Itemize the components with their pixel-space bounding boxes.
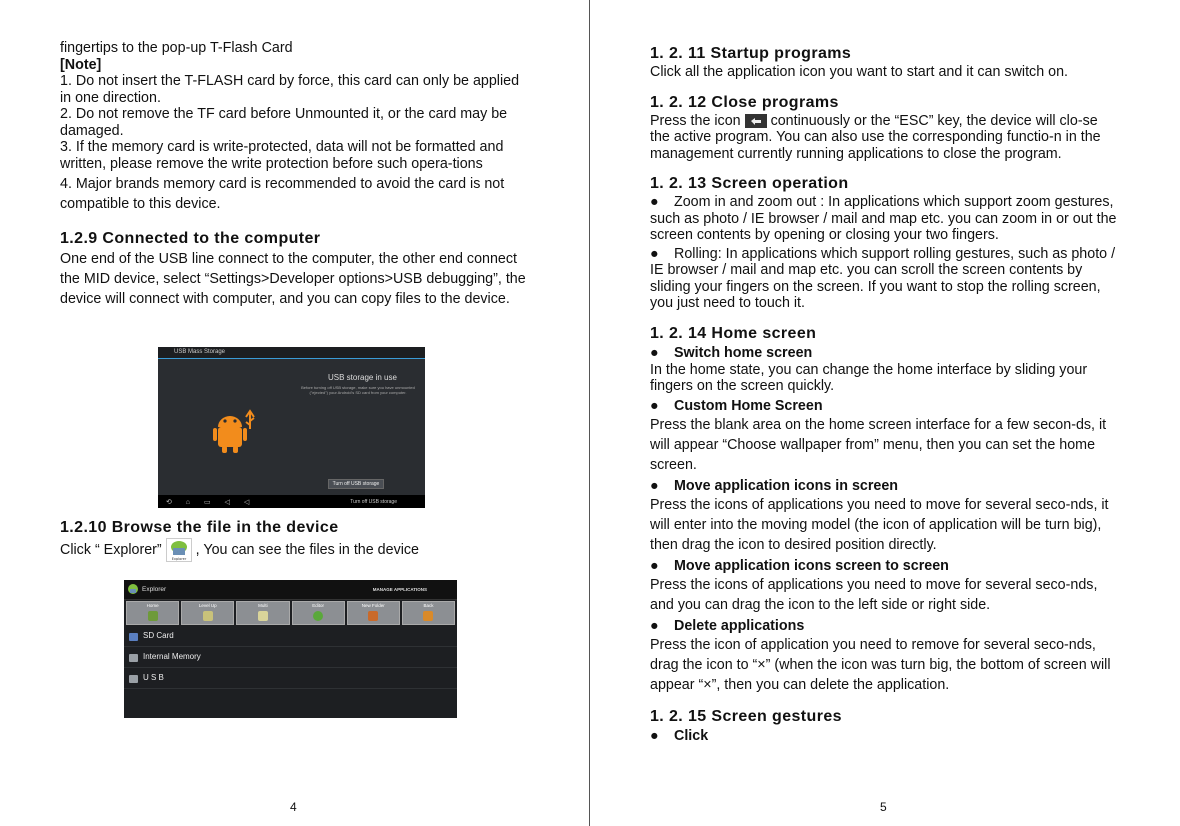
page-number-right: 5: [880, 800, 887, 814]
section-body-1-2-9: One end of the USB line connect to the computer, the other end connect the MID device, select “Settings>Developer options>USB debugging”, the device will connect with computer, and you can copy files to the device.: [60, 251, 526, 307]
note-3: 3. If the memory card is write-protected, data will not be formatted and written, please remove the write protection before such opera-tions: [60, 139, 504, 172]
section-title-1-2-14: 1. 2. 14 Home screen: [650, 324, 817, 342]
close-body-text: continuously or the “ESC” key, the device will clo-se the active program. You can also use the corresponding functio-n in the management currently running applications to close the program.: [650, 112, 1101, 162]
tab-back[interactable]: Back: [402, 601, 455, 625]
bullet-dot: ●: [650, 194, 659, 210]
page-number-left: 4: [290, 800, 297, 814]
bullet-custom-home: ● Custom Home Screen: [650, 397, 823, 414]
nav-notification-text: Turn off USB storage: [350, 499, 397, 505]
explorer-app-icon: [166, 538, 192, 562]
section-title-1-2-15: 1. 2. 15 Screen gestures: [650, 707, 842, 725]
tab-level-up[interactable]: Level Up: [181, 601, 234, 625]
bullet-zoom: ● Zoom in and zoom out : In applications which support zoom gestures, such as photo / IE browser / mail and map etc. you can zoom in or out the screen contents by opening or closing your two fingers.: [650, 194, 1117, 243]
move-in-screen-body: Press the icons of applications you need to move for several seco-nds, it will enter into the moving model (the icon of application will be turn big), then drag the icon to desired position directly.: [650, 496, 1109, 553]
note-2: 2. Do not remove the TF card before Unmounted it, or the card may be damaged.: [60, 106, 508, 139]
usb-title-bar: [158, 347, 425, 359]
list-item-sd-card[interactable]: SD Card: [124, 626, 457, 647]
tab-multi[interactable]: Multi: [236, 601, 289, 625]
page-divider: [589, 0, 590, 826]
usb-heading: USB storage in use: [328, 373, 397, 382]
tab-home[interactable]: Home: [126, 601, 179, 625]
right-page: [650, 44, 1120, 745]
section-body-1-2-12: [650, 113, 1120, 163]
bullet-rolling: ● Rolling: In applications which support rolling gestures, such as photo / IE browser / mail and map etc. you can scroll the screen contents by sliding your fingers on the screen. If you want to stop the rolling screen, you just need to touch it.: [650, 245, 1116, 311]
explorer-title-bar: [124, 580, 457, 600]
explorer-pre-text: Click “ Explorer”: [60, 541, 162, 558]
list-item-internal-memory[interactable]: Internal Memory: [124, 647, 457, 668]
explorer-post-text: , You can see the files in the device: [195, 541, 420, 558]
bullet-move-screen-to-screen: ● Move application icons screen to screen: [650, 557, 949, 574]
explorer-title: Explorer: [142, 586, 167, 593]
note-heading: [Note]: [60, 56, 102, 73]
manage-applications-link[interactable]: MANAGE APPLICATIONS: [372, 587, 427, 592]
internal-memory-icon: [129, 654, 138, 662]
editor-icon: [313, 611, 323, 621]
explorer-logo-icon: [127, 583, 139, 595]
left-page: [60, 40, 530, 309]
new-folder-icon: [368, 611, 378, 621]
move-screen-to-screen-body: Press the icons of applications you need to move for several seco-nds, and you can drag the icon to the left side or right side.: [650, 576, 1098, 613]
explorer-screenshot: [124, 580, 457, 718]
multi-icon: [258, 611, 268, 621]
nav-icons: ⟲ ⌂ ▭ ◁ ◁: [166, 499, 256, 506]
section-title-1-2-12: 1. 2. 12 Close programs: [650, 93, 839, 111]
usb-bar-title: USB Mass Storage: [174, 349, 226, 355]
close-pre-text: Press the icon: [650, 112, 741, 129]
section-title-1-2-11: 1. 2. 11 Startup programs: [650, 45, 852, 62]
section-body-1-2-11: Click all the application icon you want to start and it can switch on.: [650, 64, 1069, 80]
usb-subtext: Before turning off USB storage, make sure you have unmounted ("ejected") your Android's SD card from your computer.: [301, 385, 415, 395]
bullet-move-in-screen: ● Move application icons in screen: [650, 477, 899, 494]
android-usb-icon: [210, 407, 258, 455]
back-icon: [423, 611, 433, 621]
home-icon: [148, 611, 158, 621]
tab-editor[interactable]: Editor: [292, 601, 345, 625]
android-nav-bar: [158, 495, 425, 508]
switch-home-body: In the home state, you can change the home interface by sliding your fingers on the screen quickly.: [650, 361, 1088, 394]
usb-drive-icon: [129, 675, 138, 683]
bullet-delete-apps: ● Delete applications: [650, 617, 805, 634]
delete-apps-body: Press the icon of application you need to remove for several seco-nds, drag the icon to “×” (when the icon was turn big, the bottom of screen will appear “×”, then you can delete the application.: [650, 636, 1111, 693]
section-title-1-2-9: 1.2.9 Connected to the computer: [60, 230, 321, 247]
sd-card-icon: [129, 633, 138, 641]
bullet-dot: ●: [650, 245, 659, 262]
note-4: 4. Major brands memory card is recommended to avoid the card is not compatible to this device.: [60, 176, 505, 212]
level-up-icon: [203, 611, 213, 621]
turn-off-usb-button[interactable]: Turn off USB storage: [328, 479, 384, 489]
note-1: 1. Do not insert the T-FLASH card by force, this card can only be applied in one direction.: [60, 73, 520, 106]
intro-text: fingertips to the pop-up T-Flash Card: [60, 40, 293, 56]
usb-storage-screenshot: [158, 347, 425, 508]
section-title-1-2-13: 1. 2. 13 Screen operation: [650, 175, 849, 192]
section-title-1-2-10: 1.2.10 Browse the file in the device: [60, 519, 339, 536]
explorer-toolbar: [126, 601, 455, 625]
custom-home-body: Press the blank area on the home screen interface for a few secon-ds, it will appear “Choose wallpaper from” menu, then you can set the home screen.: [650, 416, 1107, 473]
left-page-lower: [60, 518, 530, 562]
bullet-switch-home: ● Switch home screen: [650, 344, 813, 361]
tab-new-folder[interactable]: New Folder: [347, 601, 400, 625]
list-item-usb[interactable]: U S B: [124, 668, 457, 689]
explorer-icon-label: Explorer: [171, 557, 186, 561]
section-body-1-2-10: [60, 538, 530, 562]
bullet-click: ● Click: [650, 727, 709, 744]
back-arrow-icon: [745, 114, 767, 128]
